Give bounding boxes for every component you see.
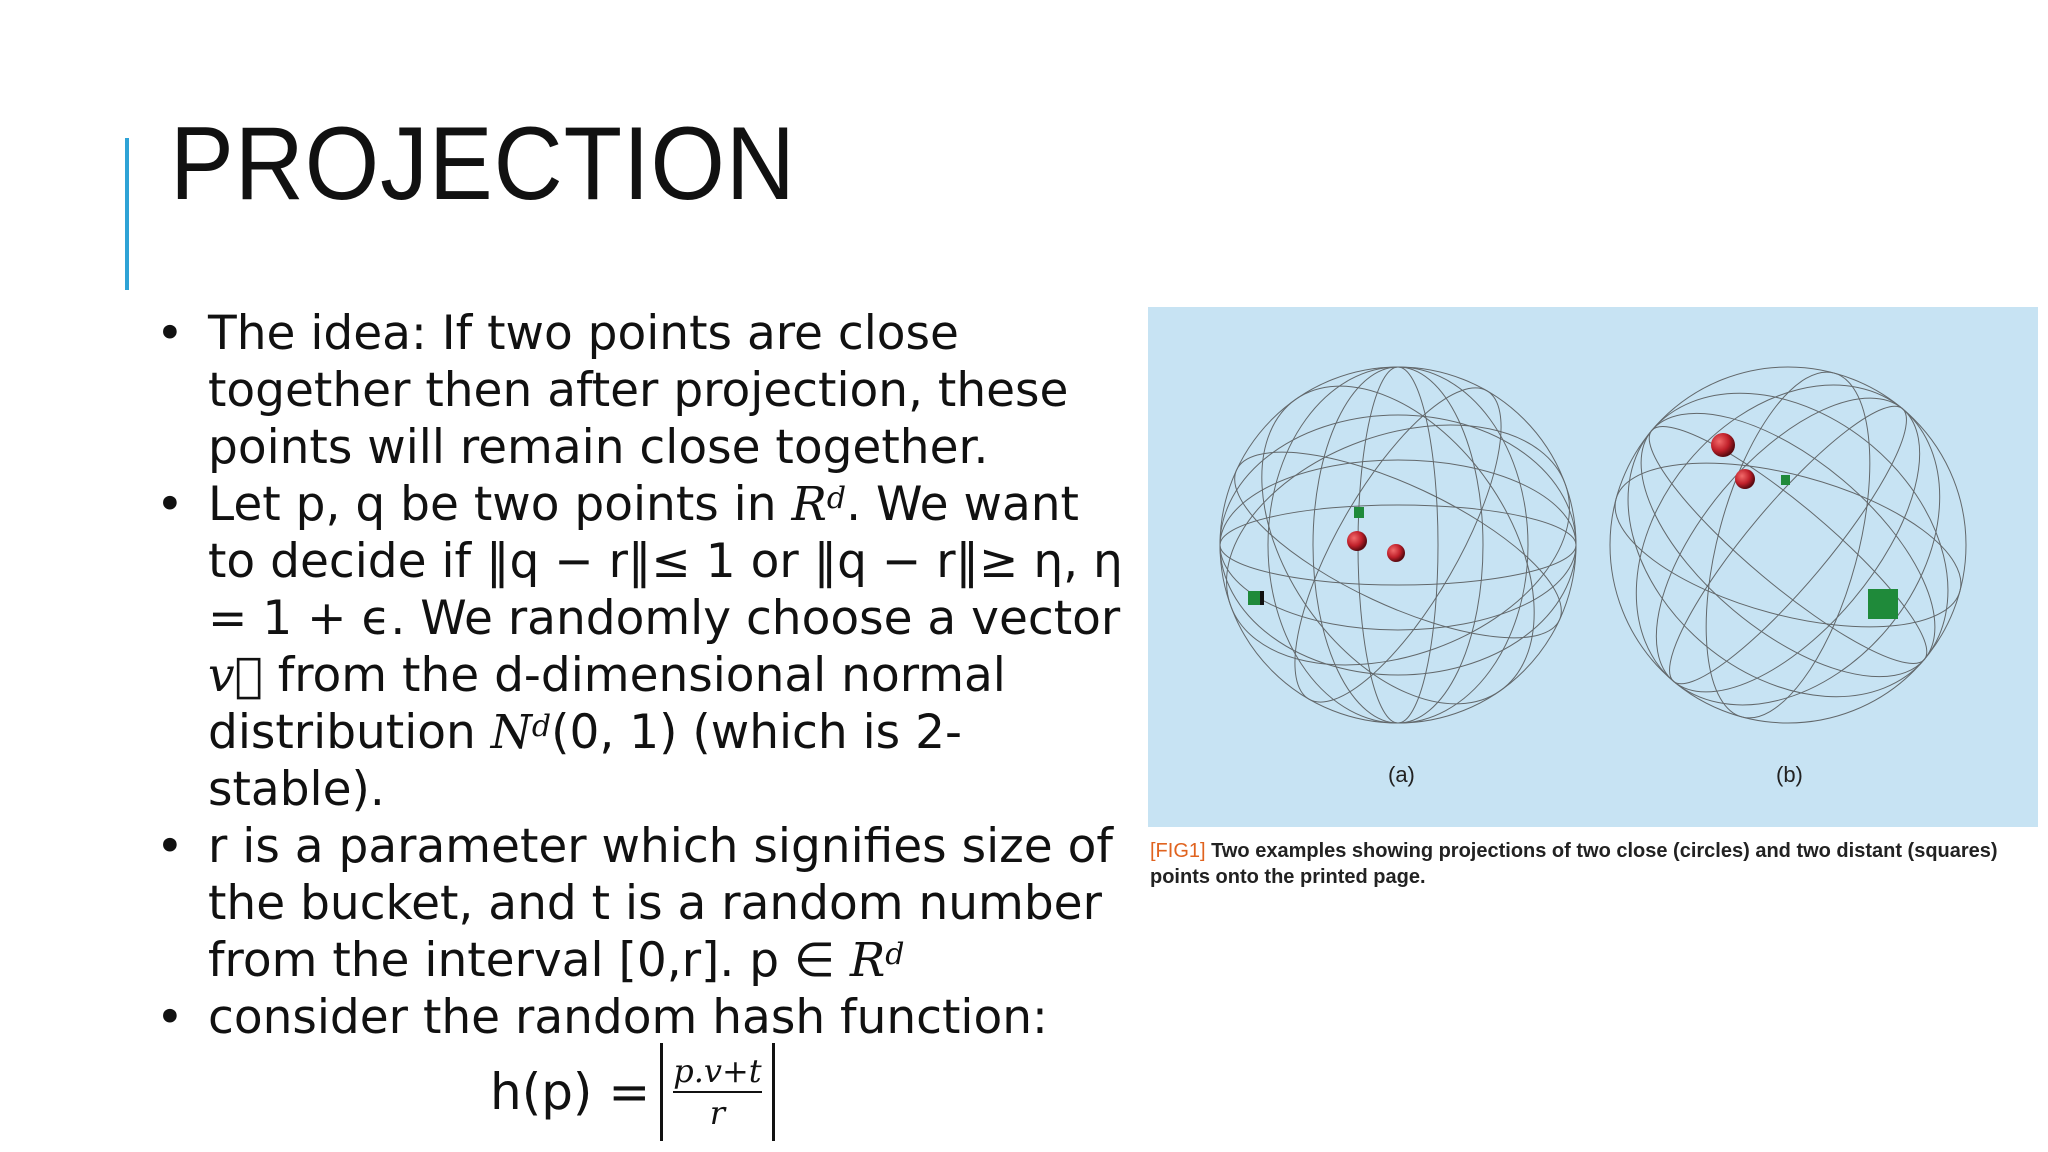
bullet-text: from the d-dimensional normal distribution	[208, 648, 1006, 760]
projection-figure	[1148, 307, 2038, 827]
bullet-text: The idea: If two points are close together then after projection, these points will remain close together.	[208, 306, 1069, 475]
figure-label-b: (b)	[1776, 762, 1803, 787]
bullet-item-idea	[156, 305, 1126, 476]
distant-points-a	[1248, 507, 1364, 605]
distant-point-square	[1781, 475, 1790, 485]
close-point-circle	[1347, 531, 1367, 551]
math-symbol: v⃗	[208, 648, 263, 703]
bullet-text: . We want to decide if ‖q − r‖≤ 1 or ‖q − r‖≥ η, η = 1 + ϵ. We randomly choose a vector	[208, 477, 1123, 646]
math-symbol: R	[791, 477, 827, 532]
title-accent-bar	[125, 138, 129, 290]
close-point-circle	[1387, 544, 1405, 562]
distant-point-square	[1354, 507, 1364, 518]
distant-point-square	[1868, 589, 1898, 619]
close-points-b	[1711, 433, 1755, 489]
bullet-item-hash	[156, 989, 1126, 1046]
math-symbol: N	[490, 705, 532, 760]
wireframe-sphere-b	[1568, 325, 2008, 765]
formula-lhs: h(p) =	[490, 1063, 651, 1121]
floor-fraction	[660, 1043, 774, 1141]
bullet-list	[156, 305, 1126, 1046]
hash-formula	[490, 1042, 775, 1142]
distant-points-b	[1781, 475, 1898, 619]
math-symbol: R	[849, 933, 886, 988]
bullet-text: Let p, q be two points in	[208, 477, 792, 532]
sphere-illustration	[1148, 307, 2038, 827]
close-points-a	[1347, 531, 1405, 562]
close-point-circle	[1711, 433, 1735, 457]
bullet-text: (0, 1) (which is 2-stable).	[208, 705, 962, 817]
math-superscript: d	[531, 709, 552, 744]
figure-label-a: (a)	[1388, 762, 1415, 787]
bullet-text: r is a parameter which signifies size of the bucket, and t is a random number from the interval [0,r]. p ∈	[208, 819, 1113, 988]
close-point-circle	[1735, 469, 1755, 489]
formula-numerator: p.v+t	[673, 1052, 762, 1090]
caption-text: Two examples showing projections of two close (circles) and two distant (squares) points onto the printed page.	[1150, 840, 1998, 888]
caption-tag: [FIG1]	[1150, 840, 1206, 862]
bullet-text: consider the random hash function:	[208, 990, 1048, 1045]
bullet-item-parameter	[156, 818, 1126, 989]
square-shadow	[1260, 591, 1264, 605]
figure-caption	[1150, 838, 2048, 890]
math-superscript: d	[885, 937, 905, 972]
slide-title: PROJECTION	[170, 106, 796, 222]
math-superscript: d	[826, 481, 847, 516]
formula-denominator: r	[709, 1094, 726, 1132]
bullet-item-points	[156, 476, 1126, 818]
